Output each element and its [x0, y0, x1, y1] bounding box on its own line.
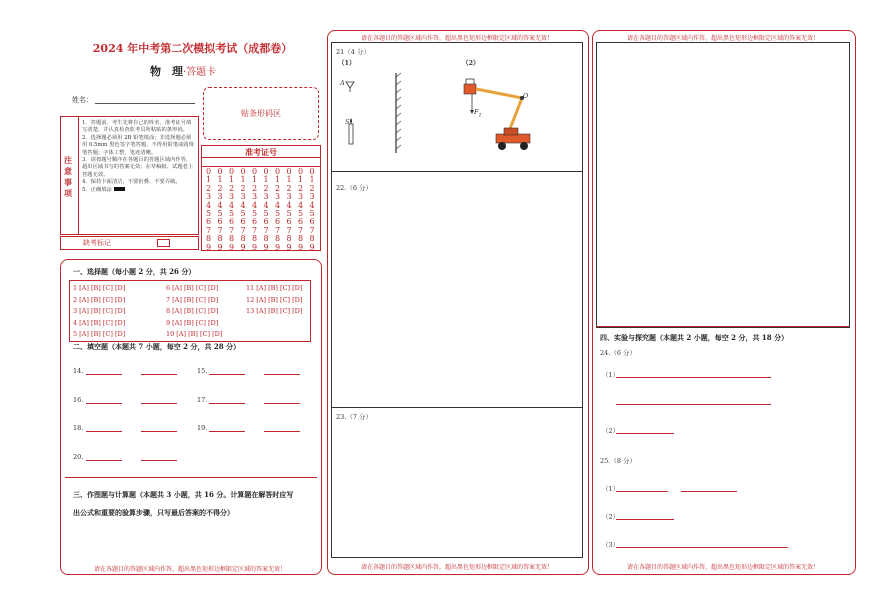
digit-option[interactable]: 5 — [217, 209, 223, 219]
mc-options[interactable]: [A] [B] [C] [D] — [79, 330, 126, 338]
exam-number-column[interactable] — [262, 168, 271, 252]
exam-number-label: 准考证号 — [245, 147, 277, 157]
exam-number-grid — [201, 145, 321, 251]
digit-option[interactable]: 3 — [228, 192, 235, 202]
digit-option[interactable]: 7 — [297, 225, 304, 235]
mc-question-4[interactable] — [73, 319, 125, 327]
digit-option[interactable]: 7 — [274, 225, 281, 235]
absent-box — [60, 236, 199, 250]
section3-title-line2: 出公式和重要的验算步骤，只写最后答案的不得分） — [73, 508, 234, 517]
digit-option[interactable]: 5 — [205, 209, 212, 219]
q21-mirror-diagram — [336, 68, 416, 158]
q24-label: 24.（6 分） — [600, 349, 637, 357]
digit-option[interactable]: 1 — [286, 175, 292, 185]
q24-part1-label: （1） — [602, 371, 620, 379]
digit-option[interactable]: 6 — [286, 217, 292, 227]
digit-option[interactable]: 3 — [297, 192, 304, 202]
digit-option[interactable]: 9 — [205, 242, 212, 252]
note-item-4: 4．保持卡面清洁，不要折叠、不要弄破。 — [82, 179, 181, 186]
mc-question-number: 6 — [166, 284, 171, 292]
digit-option[interactable]: 2 — [309, 183, 315, 193]
digit-option[interactable]: 7 — [251, 225, 258, 235]
digit-option[interactable]: 6 — [251, 217, 258, 227]
exam-number-column[interactable] — [204, 168, 213, 252]
digit-option[interactable]: 5 — [228, 209, 235, 219]
digit-option[interactable]: 2 — [274, 183, 281, 193]
mc-options[interactable]: [A] [B] [C] [D] — [172, 307, 219, 315]
digit-option[interactable]: 6 — [309, 217, 315, 227]
mc-question-2[interactable] — [73, 296, 125, 304]
q16-label: 16. — [73, 396, 84, 404]
digit-option[interactable]: 6 — [205, 217, 212, 227]
digit-option[interactable]: 8 — [240, 234, 246, 244]
digit-option[interactable]: 0 — [274, 167, 281, 176]
exam-number-digits[interactable] — [202, 167, 320, 252]
digit-option[interactable]: 6 — [240, 217, 246, 227]
digit-option[interactable]: 2 — [217, 183, 223, 193]
mc-options[interactable]: [A] [B] [C] [D] — [172, 295, 219, 304]
force-f1-subscript: 1 — [478, 112, 482, 119]
exam-number-column[interactable] — [227, 168, 236, 252]
digit-option[interactable]: 5 — [263, 209, 269, 219]
mc-options[interactable]: [A] [B] [C] [D] — [79, 284, 126, 292]
name-label: 姓名： — [72, 96, 93, 104]
exam-number-column[interactable] — [273, 168, 282, 252]
digit-option[interactable]: 3 — [217, 192, 223, 202]
digit-option[interactable]: 9 — [251, 242, 258, 252]
digit-option[interactable]: 9 — [309, 242, 315, 252]
digit-option[interactable]: 2 — [240, 183, 246, 193]
boundary-notice-3: 请在各题目的答题区域内作答，超出黑色矩形边框限定区域的答案无效！ — [626, 564, 819, 571]
q20-blank-2[interactable] — [141, 460, 177, 461]
digit-option[interactable]: 4 — [205, 200, 212, 210]
q23-continued-box — [596, 42, 850, 328]
q25-blank-2[interactable] — [681, 491, 737, 492]
digit-option[interactable]: 8 — [286, 234, 292, 244]
notes-box — [60, 116, 199, 235]
q24-part2-label: （2） — [602, 427, 620, 435]
subject-title — [150, 63, 216, 79]
note-item-3: 3．请按题号顺序在各题目的答题区域内作答，超出区域书写的答案无效；在草稿纸、试题卷上答题无效。 — [82, 157, 194, 178]
digit-option[interactable]: 5 — [240, 209, 246, 219]
mc-question-12[interactable] — [246, 296, 302, 304]
digit-option[interactable]: 5 — [297, 209, 304, 219]
digit-option[interactable]: 8 — [274, 234, 281, 244]
answer-region-1 — [60, 259, 322, 575]
card-label: ·答题卡 — [183, 67, 217, 78]
digit-option[interactable]: 1 — [240, 175, 246, 185]
mc-question-1[interactable] — [73, 284, 125, 292]
digit-option[interactable]: 7 — [205, 225, 212, 235]
digit-option[interactable]: 1 — [297, 175, 304, 185]
note-item-5: 5．正确填涂 — [82, 187, 195, 194]
q25-blank-1[interactable] — [616, 491, 668, 492]
mc-options[interactable]: [A] [B] [C] [D] — [79, 307, 126, 315]
q16-blank-2[interactable] — [141, 403, 177, 404]
mc-question-number: 9 — [166, 318, 171, 327]
digit-option[interactable]: 8 — [251, 234, 258, 244]
mc-question-number: 4 — [73, 318, 78, 327]
mc-question-3[interactable] — [73, 307, 125, 315]
digit-option[interactable]: 0 — [286, 167, 292, 176]
q25-part1-label: （1） — [602, 485, 620, 493]
section4-title: 四、实验与探究题（本题共 2 小题，每空 2 分，共 18 分） — [600, 333, 789, 342]
digit-option[interactable]: 2 — [297, 183, 304, 193]
q21-part1-label: （1） — [338, 59, 356, 67]
digit-option[interactable]: 9 — [228, 242, 235, 252]
digit-option[interactable]: 8 — [263, 234, 269, 244]
mc-question-number: 12 — [246, 295, 255, 304]
section1-title: 一、选择题（每小题 2 分，共 26 分） — [73, 267, 196, 276]
digit-option[interactable]: 6 — [274, 217, 281, 227]
mc-question-number: 2 — [73, 295, 78, 304]
digit-option[interactable]: 1 — [228, 175, 235, 185]
digit-option[interactable]: 6 — [263, 217, 269, 227]
mc-grid — [69, 280, 311, 342]
digit-option[interactable]: 9 — [286, 242, 292, 252]
section2-title: 二、填空题（本题共 7 小题，每空 2 分，共 28 分） — [73, 342, 241, 351]
exam-number-column[interactable] — [296, 168, 305, 252]
digit-option[interactable]: 0 — [217, 167, 223, 176]
digit-option[interactable]: 5 — [274, 209, 281, 219]
q20-label: 20. — [73, 453, 84, 461]
absent-label: 缺考标记 — [83, 239, 111, 247]
mc-question-number: 5 — [73, 330, 78, 338]
q22-label: 22.（6 分） — [336, 184, 373, 192]
digit-option[interactable]: 0 — [228, 167, 235, 176]
absent-mark-box[interactable] — [157, 239, 170, 247]
q17-blank-1[interactable] — [209, 403, 245, 404]
note-item-1: 1．答题前，考生先将自己的姓名、准考证号填写清楚，并认真检查监考员所粘贴的条形码。 — [82, 120, 192, 134]
digit-option[interactable]: 4 — [297, 200, 304, 210]
q21-part2-label: （2） — [462, 59, 480, 67]
exam-number-column[interactable] — [285, 168, 294, 252]
digit-option[interactable]: 1 — [309, 175, 315, 185]
digit-option[interactable]: 4 — [228, 200, 235, 210]
digit-option[interactable]: 2 — [205, 183, 212, 193]
q25-part3-label: （3） — [602, 541, 620, 549]
q25-blank-4[interactable] — [616, 547, 788, 548]
digit-option[interactable]: 8 — [297, 234, 304, 244]
mc-options[interactable]: [A] [B] [C] [D] — [172, 284, 219, 292]
subject-name: 物 理 — [150, 65, 183, 78]
point-a-label: A — [340, 79, 345, 87]
boundary-notice-1: 请在各题目的答题区域内作答，超出黑色矩形边框限定区域的答案无效！ — [93, 566, 286, 573]
digit-option[interactable]: 0 — [309, 167, 315, 176]
digit-option[interactable]: 0 — [205, 167, 212, 176]
digit-option[interactable]: 6 — [228, 217, 235, 227]
section3-title-line1: 三、作图题与计算题（本题共 3 小题，共 16 分。计算题在解答时应写 — [73, 490, 294, 499]
digit-option[interactable]: 4 — [309, 200, 315, 210]
digit-option[interactable]: 7 — [228, 225, 235, 235]
digit-option[interactable]: 0 — [251, 167, 258, 176]
digit-option[interactable]: 0 — [240, 167, 246, 176]
q25-blank-3[interactable] — [616, 519, 674, 520]
q15-label: 15. — [197, 367, 208, 375]
q25-label: 25.（8 分） — [600, 457, 637, 465]
q19-label: 19. — [197, 424, 208, 432]
digit-option[interactable]: 0 — [263, 167, 269, 176]
digit-option[interactable]: 1 — [251, 175, 258, 185]
mc-options[interactable]: [A] [B] [C] [D] — [256, 295, 303, 304]
mc-options[interactable]: [A] [B] [C] [D] — [79, 318, 126, 327]
q18-blank-2[interactable] — [141, 431, 177, 432]
q16-blank-1[interactable] — [86, 403, 122, 404]
digit-option[interactable]: 8 — [205, 234, 212, 244]
mc-question-number: 1 — [73, 284, 78, 292]
digit-option[interactable]: 2 — [286, 183, 292, 193]
digit-option[interactable]: 8 — [309, 234, 315, 244]
q24-blank-2[interactable] — [616, 404, 771, 405]
barcode-area — [203, 87, 319, 140]
q14-blank-2[interactable] — [141, 374, 177, 375]
boundary-notice-2-top: 请在各题目的答题区域内作答，超出黑色矩形边框限定区域的答案无效！ — [360, 35, 553, 42]
point-s-label: S — [345, 118, 350, 126]
q24-blank-1[interactable] — [616, 377, 771, 378]
digit-option[interactable]: 4 — [263, 200, 269, 210]
digit-option[interactable]: 3 — [309, 192, 315, 202]
q14-label: 14. — [73, 367, 84, 375]
digit-option[interactable]: 9 — [263, 242, 269, 252]
digit-option[interactable]: 5 — [251, 209, 258, 219]
digit-option[interactable]: 3 — [263, 192, 269, 202]
digit-option[interactable]: 3 — [240, 192, 246, 202]
q23-label: 23.（7 分） — [336, 413, 373, 421]
digit-option[interactable]: 7 — [286, 225, 292, 235]
digit-option[interactable]: 0 — [297, 167, 304, 176]
digit-option[interactable]: 9 — [240, 242, 246, 252]
digit-option[interactable]: 2 — [263, 183, 269, 193]
digit-option[interactable]: 7 — [263, 225, 269, 235]
digit-option[interactable]: 3 — [286, 192, 292, 202]
digit-option[interactable]: 1 — [263, 175, 269, 185]
digit-option[interactable]: 9 — [217, 242, 223, 252]
exam-number-column[interactable] — [308, 168, 317, 252]
digit-option[interactable]: 3 — [205, 192, 212, 202]
digit-option[interactable]: 8 — [217, 234, 223, 244]
digit-option[interactable]: 4 — [274, 200, 281, 210]
digit-option[interactable]: 7 — [309, 225, 315, 235]
digit-option[interactable]: 1 — [274, 175, 281, 185]
digit-option[interactable]: 5 — [286, 209, 292, 219]
exam-number-column[interactable] — [250, 168, 259, 252]
mc-question-5[interactable] — [73, 330, 125, 338]
mc-question-number: 10 — [166, 330, 175, 338]
mc-question-8[interactable] — [166, 307, 218, 315]
digit-option[interactable]: 2 — [228, 183, 235, 193]
digit-option[interactable]: 5 — [309, 209, 315, 219]
digit-option[interactable]: 9 — [274, 242, 281, 252]
q21-label: 21（4 分） — [336, 48, 370, 56]
digit-option[interactable]: 8 — [228, 234, 235, 244]
boundary-notice-2: 请在各题目的答题区域内作答，超出黑色矩形边框限定区域的答案无效！ — [360, 564, 553, 571]
digit-option[interactable]: 6 — [217, 217, 223, 227]
mc-options[interactable]: [A] [B] [C] [D] — [176, 330, 223, 338]
mc-question-13[interactable] — [246, 307, 302, 315]
digit-option[interactable]: 7 — [217, 225, 223, 235]
mc-question-number: 13 — [246, 307, 255, 315]
digit-option[interactable]: 4 — [251, 200, 258, 210]
digit-option[interactable]: 4 — [240, 200, 246, 210]
name-field[interactable] — [95, 103, 195, 104]
mc-question-number: 7 — [166, 295, 171, 304]
mc-question-7[interactable] — [166, 296, 218, 304]
mc-question-9[interactable] — [166, 319, 218, 327]
digit-option[interactable]: 2 — [251, 183, 258, 193]
exam-title: 2024 年中考第二次模拟考试（成都卷） — [92, 42, 293, 55]
exam-number-column[interactable] — [239, 168, 248, 252]
q15-blank-1[interactable] — [209, 374, 245, 375]
mc-question-10[interactable] — [166, 330, 222, 338]
force-f1-label: $F_1$ — [474, 108, 482, 119]
mc-options[interactable]: [A] [B] [C] [D] — [172, 318, 219, 327]
point-o-label: O — [523, 92, 529, 100]
filled-sample-mark — [114, 187, 125, 191]
digit-option[interactable]: 3 — [274, 192, 281, 202]
digit-option[interactable]: 3 — [251, 192, 258, 202]
mc-question-6[interactable] — [166, 284, 218, 292]
barcode-label: 贴条形码区 — [241, 109, 281, 118]
digit-option[interactable]: 9 — [297, 242, 304, 252]
mc-options[interactable]: [A] [B] [C] [D] — [256, 307, 303, 315]
q15-blank-2[interactable] — [264, 374, 300, 375]
q19-blank-2[interactable] — [264, 431, 300, 432]
q25-part2-label: （2） — [602, 513, 620, 521]
digit-option[interactable]: 1 — [205, 175, 212, 185]
digit-option[interactable]: 4 — [217, 200, 223, 210]
q24-blank-3[interactable] — [616, 433, 674, 434]
q19-blank-1[interactable] — [209, 431, 245, 432]
mc-options[interactable]: [A] [B] [C] [D] — [256, 284, 303, 292]
note-item-2: 2．选择题必须用 2B 铅笔填涂；非选择题必须用 0.5mm 黑色签字笔答题，不得用铅笔或圆珠笔答题；字体工整、笔迹清晰。 — [82, 134, 194, 156]
digit-option[interactable]: 4 — [286, 200, 292, 210]
digit-option[interactable]: 6 — [297, 217, 304, 227]
exam-number-column[interactable] — [216, 168, 225, 252]
q18-blank-1[interactable] — [86, 431, 122, 432]
mc-options[interactable]: [A] [B] [C] [D] — [79, 295, 126, 304]
digit-option[interactable]: 7 — [240, 225, 246, 235]
mc-question-number: 3 — [73, 307, 78, 315]
mc-question-number: 11 — [246, 284, 255, 292]
boundary-notice-3-top: 请在各题目的答题区域内作答，超出黑色矩形边框限定区域的答案无效！ — [626, 35, 819, 42]
mc-question-11[interactable] — [246, 284, 302, 292]
q17-blank-2[interactable] — [264, 403, 300, 404]
q18-label: 18. — [73, 424, 84, 432]
notes-title: 注意事项 — [64, 155, 72, 198]
q17-label: 17. — [197, 396, 208, 404]
q20-blank-1[interactable] — [86, 460, 122, 461]
q14-blank-1[interactable] — [86, 374, 122, 375]
digit-option[interactable]: 1 — [217, 175, 223, 185]
mc-question-number: 8 — [166, 307, 171, 315]
q21-lift-diagram — [460, 76, 540, 156]
